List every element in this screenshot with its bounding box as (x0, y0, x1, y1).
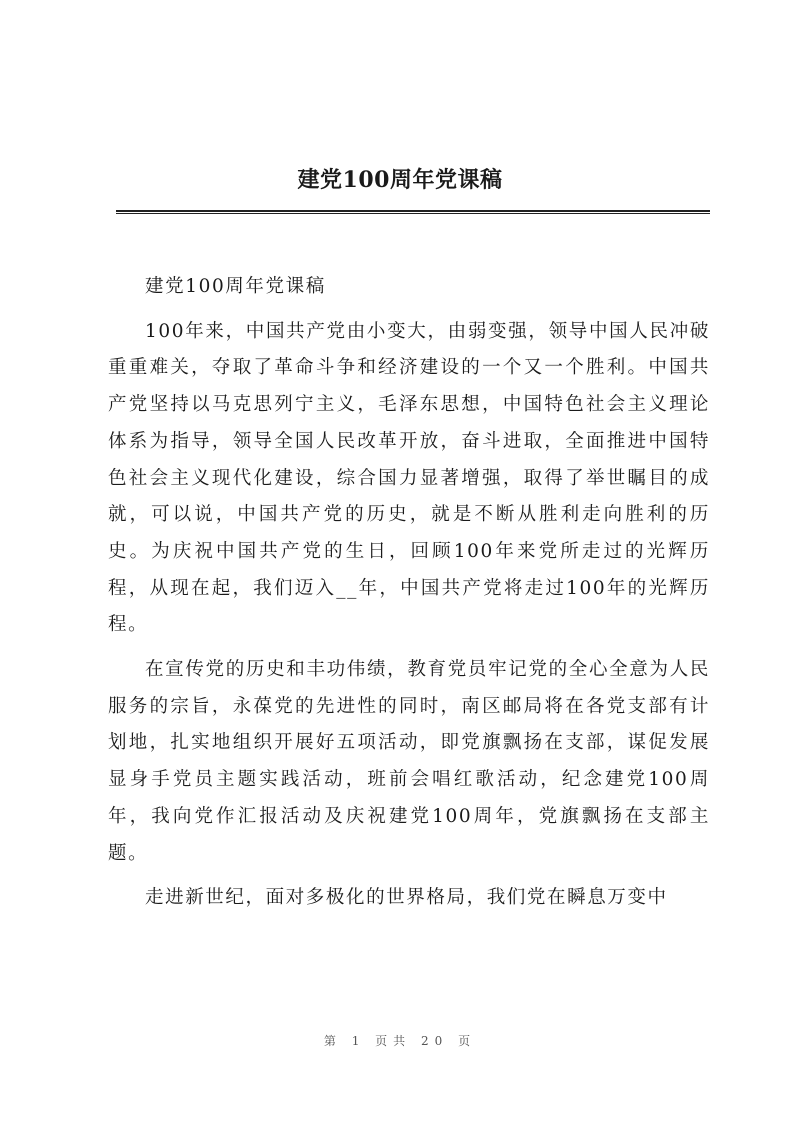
paragraph: 100年来，中国共产党由小变大，由弱变强，领导中国人民冲破重重难关，夺取了革命斗争和经济建设的一个又一个胜利。中国共产党坚持以马克思列宁主义，毛泽东思想，中国特色社会主义理论体系为指导，领导全国人民改革开放，奋斗进取，全面推进中国特色社会主义现代化建设，综合国力显著增强，取得了举世瞩目的成就，可以说，中国共产党的历史，就是不断从胜利走向胜利的历史。为庆祝中国共产党的生日，回顾100年来党所走过的光辉历程，从现在起，我们迈入__年，中国共产党将走过100年的光辉历程。 (108, 320, 710, 636)
page-label-middle: 页共 (375, 1034, 412, 1048)
paragraph: 在宣传党的历史和丰功伟绩，教育党员牢记党的全心全意为人民服务的宗旨，永葆党的先进性的同时，南区邮局将在各党支部有计划地，扎实地组织开展好五项活动，即党旗飘扬在支部，谋促发展显身手党员主题实践活动，班前会唱红歌活动，纪念建党100周年，我向党作汇报活动及庆祝建党100周年，党旗飘扬在支部主题。 (108, 659, 710, 864)
paragraph-subtitle: 建党100周年党课稿 (145, 276, 326, 297)
total-pages-number: 20 (421, 1034, 449, 1048)
page-footer (0, 1032, 800, 1049)
document-body (108, 269, 710, 917)
page-label-prefix: 第 (323, 1034, 342, 1048)
paragraph: 走进新世纪，面对多极化的世界格局，我们党在瞬息万变中 (145, 887, 668, 909)
current-page-number: 1 (351, 1034, 366, 1048)
title-divider (116, 210, 710, 214)
page-label-suffix: 页 (458, 1034, 477, 1048)
page-title: 建党100周年党课稿 (297, 167, 503, 193)
